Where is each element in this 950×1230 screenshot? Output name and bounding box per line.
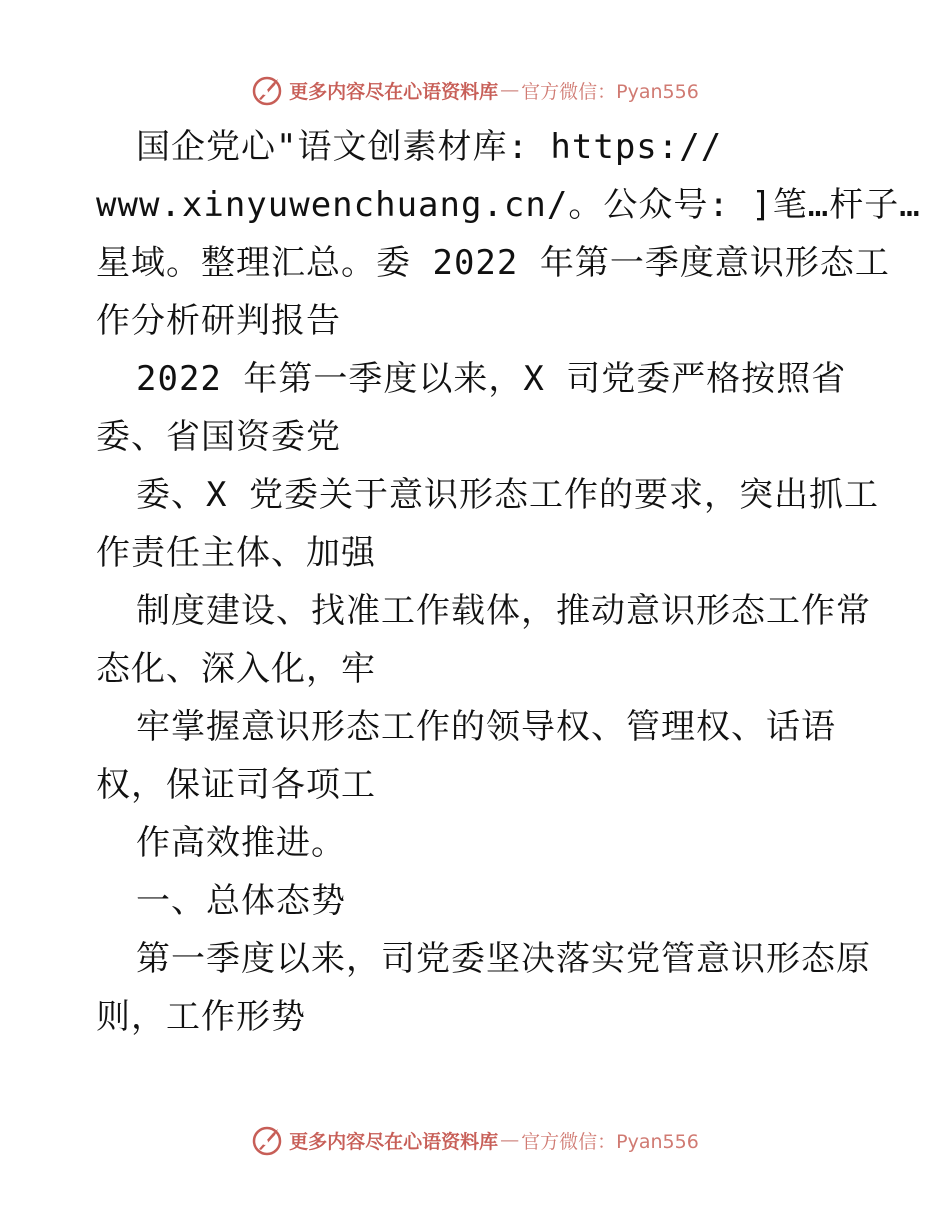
text-line: 2022 年第一季度以来，X 司党委严格按照省 [136, 359, 847, 399]
text-line: 委、X 党委关于意识形态工作的要求，突出抓工 [136, 475, 879, 515]
text-line: 星域。整理汇总。委 2022 年第一季度意识形态工 [96, 243, 890, 283]
banner-dash: — [500, 1129, 520, 1151]
banner-main-text: 更多内容尽在心语资料库 [289, 80, 499, 103]
text-line: www.xinyuwenchuang.cn/。公众号: ]笔…杆子… [96, 185, 921, 225]
pen-logo-icon [251, 73, 285, 107]
banner-wechat-text: 官方微信：Pyan556 [521, 80, 699, 103]
pen-logo-icon [251, 1123, 285, 1157]
text-line: 态化、深入化，牢 [96, 649, 376, 689]
text-line: 作分析研判报告 [96, 301, 341, 341]
text-line: 则，工作形势 [96, 997, 306, 1037]
text-line: 权，保证司各项工 [96, 765, 376, 805]
text-line: 牢掌握意识形态工作的领导权、管理权、话语 [136, 707, 836, 747]
header-watermark-banner [0, 70, 950, 110]
document-body [96, 118, 921, 1046]
text-line: 第一季度以来，司党委坚决落实党管意识形态原 [136, 939, 871, 979]
text-line: 国企党心"语文创素材库: https:// [136, 127, 723, 167]
text-line: 作高效推进。 [136, 823, 346, 863]
footer-watermark-banner [0, 1120, 950, 1160]
text-line: 作责任主体、加强 [96, 533, 376, 573]
banner-wechat-text: 官方微信：Pyan556 [521, 1130, 699, 1153]
banner-dash: — [500, 79, 520, 101]
banner-main-text: 更多内容尽在心语资料库 [289, 1130, 499, 1153]
text-line: 委、省国资委党 [96, 417, 341, 457]
section-heading: 一、总体态势 [136, 881, 346, 921]
text-line: 制度建设、找准工作载体，推动意识形态工作常 [136, 591, 871, 631]
